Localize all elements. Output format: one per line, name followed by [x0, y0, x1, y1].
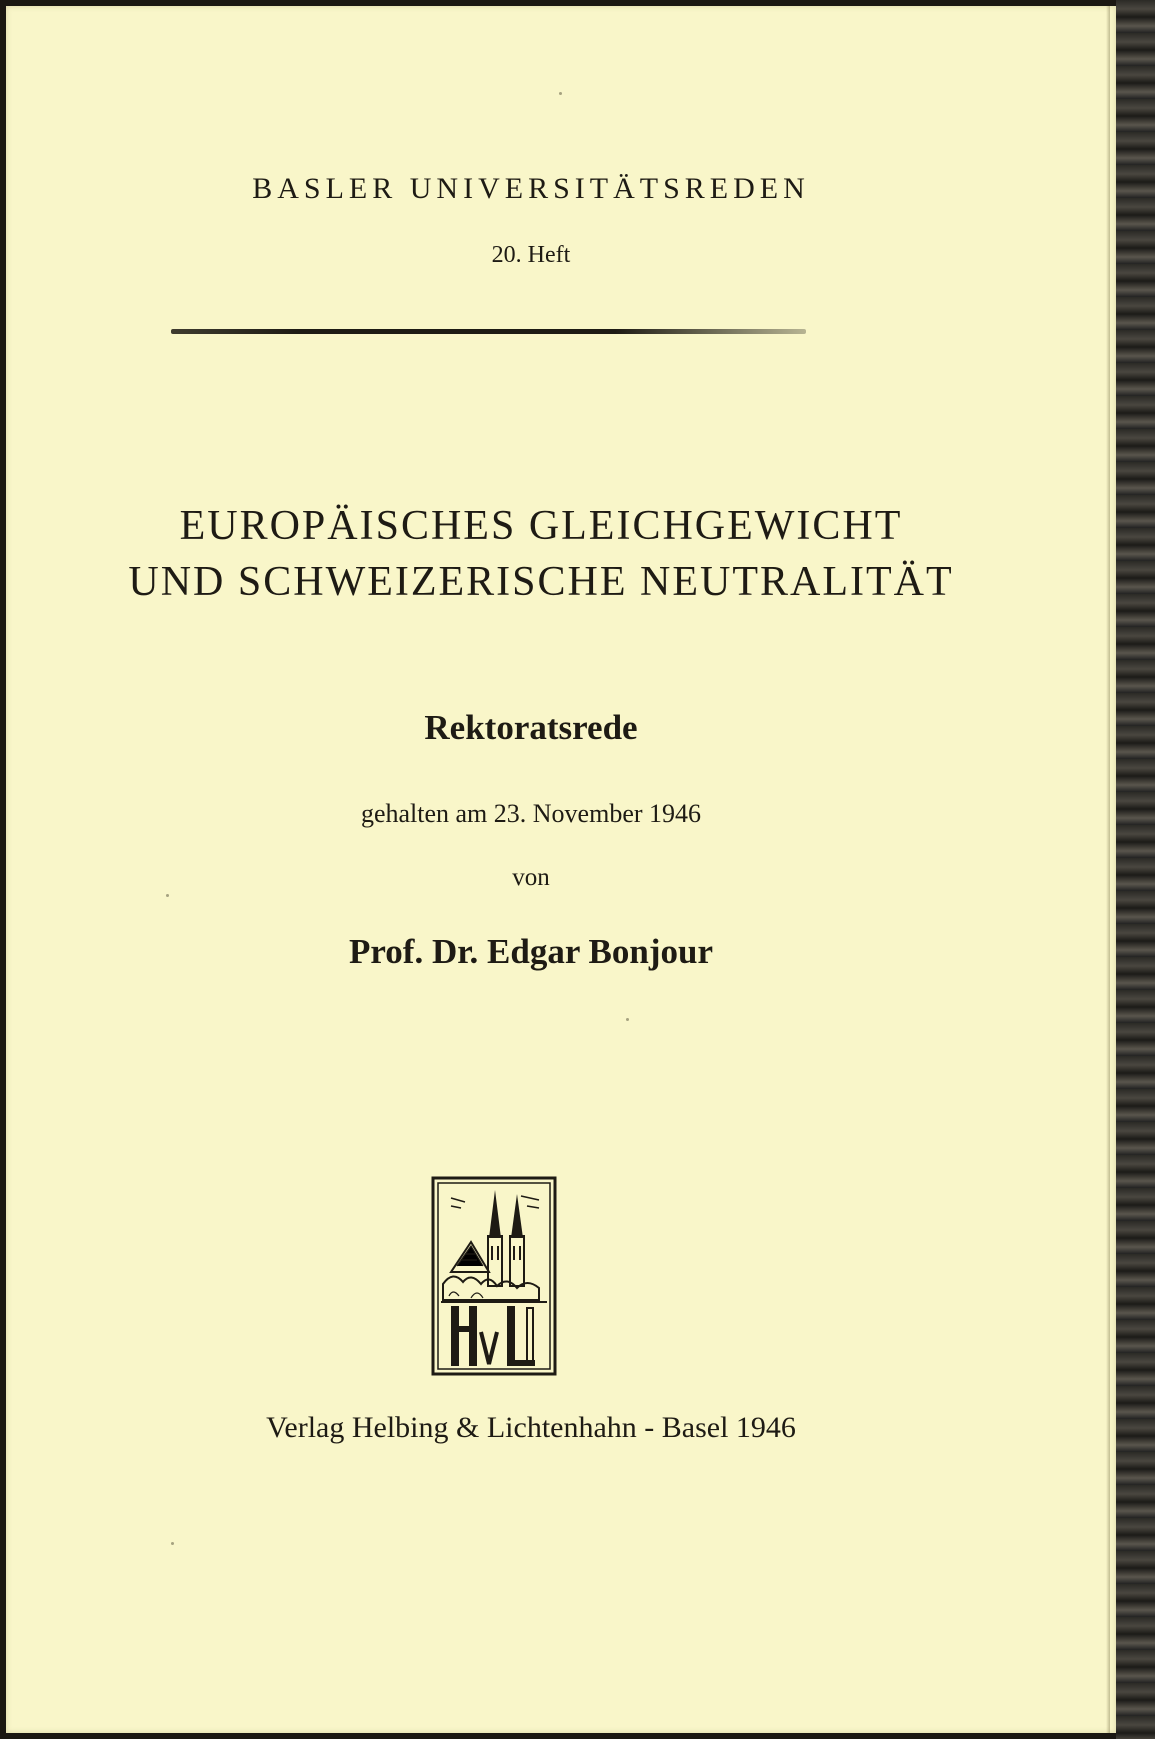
date-line: gehalten am 23. November 1946	[360, 799, 702, 828]
paper-speck	[171, 1542, 174, 1545]
series-title: BASLER UNIVERSITÄTSREDEN	[252, 172, 810, 205]
book-title	[0, 498, 1096, 610]
title-page	[6, 6, 1116, 1733]
book-cover-edge	[1116, 0, 1155, 1739]
page-edge-shadow	[1106, 6, 1110, 1733]
divider-rule	[171, 329, 806, 334]
book-title-line-2: UND SCHWEIZERISCHE NEUTRALITÄT	[128, 559, 954, 605]
subtitle: Rektoratsrede	[424, 708, 638, 747]
issue-number: 20. Heft	[491, 242, 571, 268]
publisher-line: Verlag Helbing & Lichtenhahn - Basel 1946	[266, 1411, 796, 1444]
author-name: Prof. Dr. Edgar Bonjour	[349, 932, 713, 971]
paper-speck	[166, 894, 169, 897]
publisher-emblem-icon	[431, 1176, 557, 1376]
book-title-line-1: EUROPÄISCHES GLEICHGEWICHT	[179, 503, 903, 549]
by-line: von	[512, 864, 550, 891]
paper-speck	[626, 1018, 629, 1021]
paper-speck	[559, 92, 562, 95]
